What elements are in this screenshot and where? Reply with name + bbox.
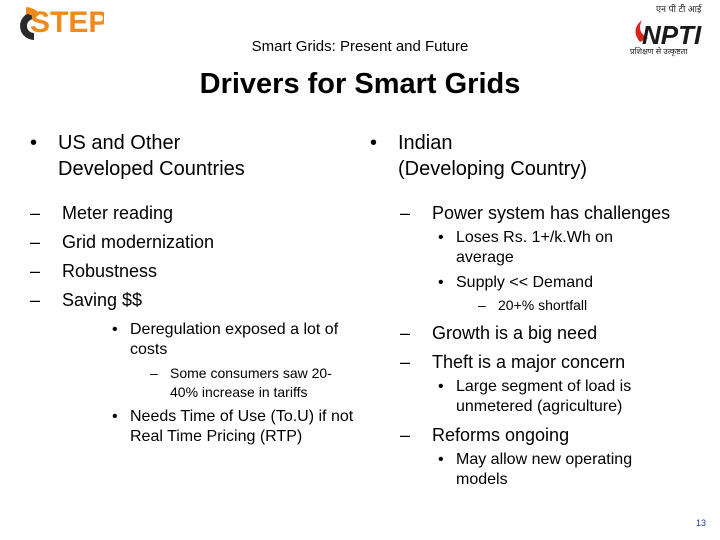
page-title: Drivers for Smart Grids (199, 68, 521, 100)
left-item: – Robustness (30, 257, 360, 286)
right-heading-line2: (Developing Country) (398, 158, 587, 180)
left-detail-text: Some consumers saw 20-40% increase in tariffs (170, 365, 332, 400)
right-sub-item: • Large segment of load is unmetered (agriculture) (438, 377, 678, 417)
left-item-label: Meter reading (62, 203, 174, 223)
right-item: – Reforms ongoing (400, 421, 715, 450)
left-item: – Saving $$ (30, 286, 360, 315)
left-heading-line2: Developed Countries (58, 158, 245, 180)
left-heading (30, 130, 360, 182)
right-item: – Power system has challenges (400, 199, 715, 228)
left-item: – Meter reading (30, 199, 360, 228)
npti-hindi-top: एन पी टी आई (656, 4, 702, 14)
right-column (370, 130, 715, 490)
right-sub-item: • Supply << Demand (438, 274, 593, 291)
left-column (30, 130, 360, 447)
header-subtitle: Smart Grids: Present and Future (251, 38, 469, 55)
right-item: – Growth is a big need (400, 319, 715, 348)
cstep-logo-text: STEP (30, 6, 104, 39)
right-sub-item-text: May allow new operating models (456, 451, 633, 488)
right-item-label: Theft is a major concern (432, 352, 626, 372)
npti-logo-text: NPTI (642, 20, 702, 50)
right-sub-item-text: Large segment of load is unmetered (agriculture) (456, 378, 632, 415)
bullet-marker: • (370, 132, 378, 154)
right-sub-item-text: Loses Rs. 1+/k.Wh on average (456, 229, 613, 266)
right-heading-line1: Indian (398, 132, 453, 154)
right-item-label: Growth is a big need (432, 323, 598, 343)
left-sub-item: • Deregulation exposed a lot of costs (112, 320, 357, 360)
right-detail-text: 20+% shortfall (498, 297, 588, 313)
left-item-label: Grid modernization (62, 232, 215, 252)
bullet-marker: • (30, 132, 38, 154)
right-item: – Theft is a major concern (400, 348, 715, 377)
right-sub-item: • Loses Rs. 1+/k.Wh on average (438, 228, 658, 268)
left-item: – Grid modernization (30, 228, 360, 257)
left-heading-line1: US and Other (58, 132, 181, 154)
right-detail-item: – 20+% shortfall (478, 297, 588, 313)
right-sub-item: • May allow new operating models (438, 450, 658, 490)
right-item-label: Power system has challenges (432, 203, 671, 223)
right-item-label: Reforms ongoing (432, 425, 570, 445)
page-number: 13 (696, 518, 707, 528)
left-sub-item-text: Needs Time of Use (To.U) if not Real Time Pricing (RTP) (130, 408, 354, 445)
right-heading (370, 130, 715, 182)
right-sub-item-text: Supply << Demand (456, 274, 593, 291)
left-item-label: Saving $$ (62, 290, 143, 310)
npti-logo (626, 2, 718, 60)
left-item-label: Robustness (62, 261, 158, 281)
npti-hindi-bottom: प्रशिक्षण से उत्कृष्टता (630, 47, 688, 56)
left-sub-item: • Needs Time of Use (To.U) if not Real Time Pricing (RTP) (112, 407, 362, 447)
left-sub-item-text: Deregulation exposed a lot of costs (130, 321, 339, 358)
left-detail-item: – Some consumers saw 20-40% increase in tariffs (150, 364, 350, 402)
